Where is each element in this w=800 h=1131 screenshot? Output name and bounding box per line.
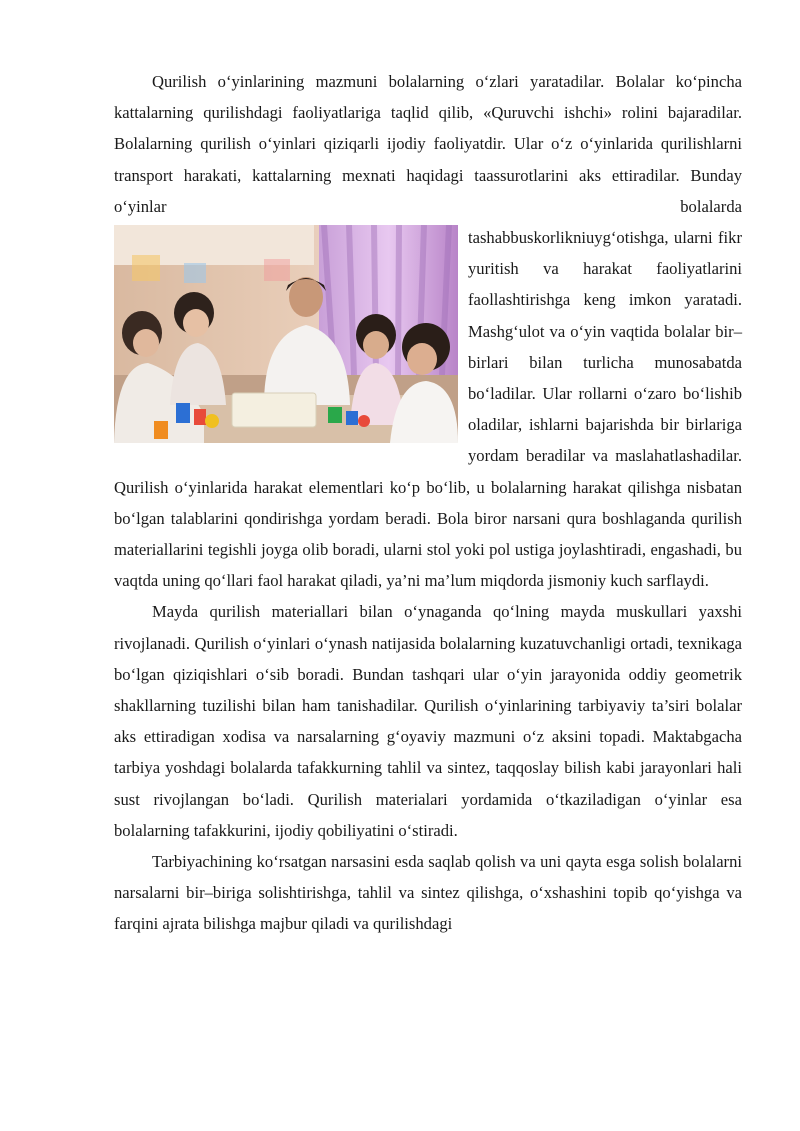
document-page [114, 66, 742, 940]
paragraph-3: Tarbiyachining ko‘rsatgan narsasini esda saqlab qolish va uni qayta esga solish bolalarni narsalarni bir–biriga solishtirishga, tahlil va sintez qilishga, o‘xshashini topib qo‘yishga va farqini ajrata bilishga majbur qiladi va qurilishdagi [114, 852, 742, 934]
paragraph-1-continued: uyg‘otishga, ularni fikr yuritish va harakat faoliyatlarini faollashtirishga keng imkon yaratadi. Mashg‘ulot va o‘yin vaqtida bolalar bir–birlari bilan turlicha munosabatda bo‘ladilar. Ular rollarni o‘zaro bo‘lishib oladilar, ishlarni bajarishda bir birlariga yordam beradilar va maslahatlashadilar. Qurilish o‘yinlarida harakat elementlari ko‘p bo‘lib, u bolalarning harakat qilishga nisbatan bo‘lgan talablarini qondirishga yordam beradi. Bola biror narsani qura boshlaganda qurilish materiallarini tegishli joyga olib boradi, ularni stol yoki pol ustiga joylashtiradi, engashadi, bu vaqtda uning qo‘llari faol harakat qiladi, ya’ni ma’lum miqdorda jismoniy kuch sarflaydi. [114, 228, 742, 591]
paragraph-1 [114, 66, 742, 596]
classroom-photo-image [114, 225, 458, 443]
paragraph-2: Mayda qurilish materiallari bilan o‘ynaganda qo‘lning mayda muskullari yaxshi rivojlanadi. Qurilish o‘yinlari o‘ynash natijasida bolalarning kuzatuvchanligi ortadi, texnikaga bo‘lgan qiziqishlari o‘sib boradi. Bundan tashqari ular o‘yin jarayonida oddiy geometrik shakllarning tuzilishi bilan ham tanishadilar. Qurilish o‘yinlarining tarbiyaviy ta’siri bolalar aks ettiradigan xodisa va narsalarning g‘oyaviy mazmuni o‘z aksini topadi. Maktabgacha tarbiya yoshdagi bolalarda tafakkurning tahlil va sintez, taqqoslay bilish kabi jarayonlari hali sust rivojlangan bo‘ladi. Qurilish materialari yordamida o‘tkaziladigan o‘yinlar esa bolalarning tafakkurini, ijodiy qobiliyatini o‘stiradi. [114, 602, 742, 840]
paragraph-1-start: Qurilish o‘yinlarining mazmuni bolalarning o‘zlari yaratadilar. Bolalar ko‘pincha kattalarning qurilishdagi faoliyatlariga taqlid qilib, «Quruvchi ishchi» rolini bajaradilar. Bolalarning qurilish o‘yinlari qiziqarli ijodiy faoliyatdir. Ular o‘z o‘yinlarida qurilishlarni transport harakati, kattalarning mexnati haqidagi taassurotlarini aks ettiradilar. Bunday o‘yinlar bolalarda tashabbuskorlikni [114, 72, 742, 248]
classroom-photo [114, 225, 458, 443]
